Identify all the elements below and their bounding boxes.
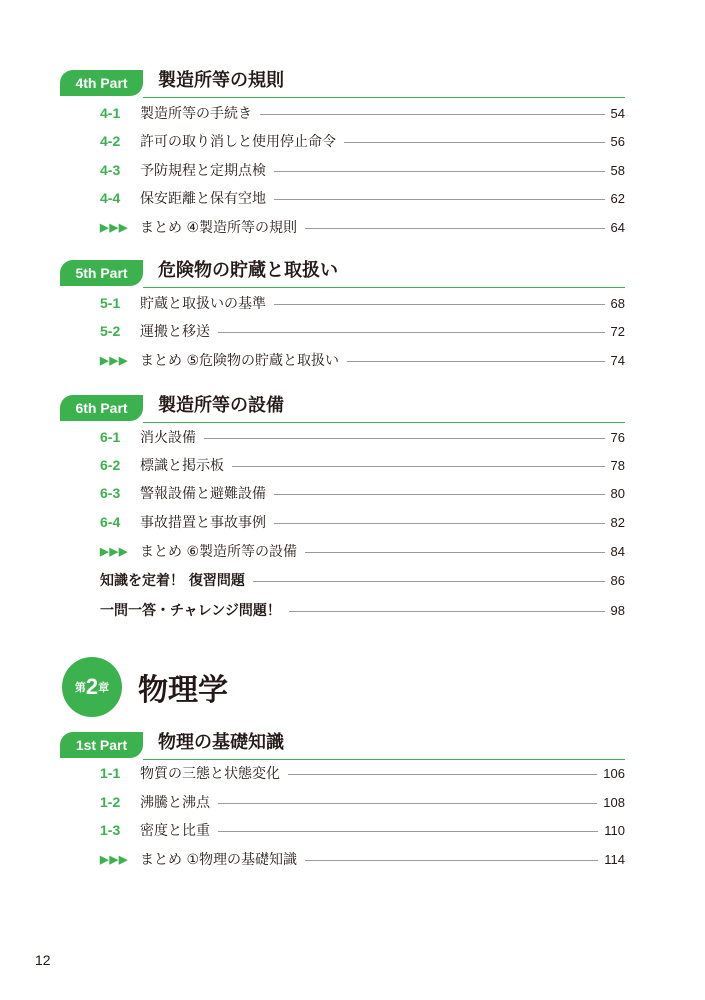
leader-line <box>218 332 605 333</box>
entry-title: 予防規程と定期点検 <box>140 163 266 179</box>
leader-line <box>288 774 597 775</box>
leader-line <box>274 199 605 200</box>
entry-title: 製造所等の手続き <box>140 106 252 122</box>
entry-number: 6-2 <box>100 457 121 473</box>
entry-number: 4-3 <box>100 162 121 178</box>
entry-title: 事故措置と事故事例 <box>140 515 266 531</box>
entry-title: 一問一答・チャレンジ問題！ <box>100 603 281 619</box>
toc-entry[interactable] <box>100 188 625 208</box>
part-title: 製造所等の規則 <box>158 70 284 91</box>
entry-title: 許可の取り消しと使用停止命令 <box>140 134 336 150</box>
leader-line <box>218 831 598 832</box>
toc-challenge-entry[interactable] <box>100 600 625 620</box>
entry-number: 6-4 <box>100 514 121 530</box>
entry-title: 標識と掲示板 <box>140 458 224 474</box>
toc-entry[interactable] <box>100 455 625 475</box>
entry-number: 5-2 <box>100 323 121 339</box>
part-header-4 <box>60 70 625 96</box>
leader-line <box>344 142 605 143</box>
triple-arrow-icon: ▶▶▶ <box>100 853 129 866</box>
entry-title: 消火設備 <box>140 430 196 446</box>
entry-page: 62 <box>610 190 625 206</box>
part-underline <box>143 759 625 760</box>
entry-title: 保安距離と保有空地 <box>140 191 266 207</box>
toc-entry[interactable] <box>100 293 625 313</box>
entry-number: 1-3 <box>100 822 121 838</box>
toc-entry[interactable] <box>100 792 625 812</box>
part-badge: 1st Part <box>60 732 143 758</box>
entry-page: 110 <box>604 822 625 838</box>
entry-title: 知識を定着！ 復習問題 <box>100 573 245 589</box>
part-underline <box>143 97 625 98</box>
entry-title: まとめ ①物理の基礎知識 <box>140 852 298 868</box>
entry-title: まとめ ④製造所等の規則 <box>140 220 298 236</box>
leader-line <box>289 611 605 612</box>
triple-arrow-icon: ▶▶▶ <box>100 545 129 558</box>
leader-line <box>204 438 605 439</box>
entry-page: 76 <box>610 429 625 445</box>
part-header-6 <box>60 395 625 421</box>
toc-entry[interactable] <box>100 763 625 783</box>
part-title: 危険物の貯蔵と取扱い <box>158 260 338 281</box>
leader-line <box>305 228 605 229</box>
entry-number: 1-2 <box>100 794 121 810</box>
toc-entry[interactable] <box>100 512 625 532</box>
entry-number: 1-1 <box>100 765 121 781</box>
toc-entry[interactable] <box>100 483 625 503</box>
part-badge: 5th Part <box>60 260 143 286</box>
chapter-number: 2 <box>85 674 99 699</box>
entry-number: 4-4 <box>100 190 121 206</box>
leader-line <box>347 361 605 362</box>
entry-page: 80 <box>610 485 625 501</box>
leader-line <box>305 860 598 861</box>
leader-line <box>218 803 597 804</box>
entry-title: 警報設備と避難設備 <box>140 486 266 502</box>
part-badge: 4th Part <box>60 70 143 96</box>
toc-entry[interactable] <box>100 160 625 180</box>
part-underline <box>143 422 625 423</box>
chapter-title: 物理学 <box>138 673 228 708</box>
entry-number: 5-1 <box>100 295 121 311</box>
entry-title: 物質の三態と状態変化 <box>140 766 280 782</box>
entry-title: まとめ ⑥製造所等の設備 <box>140 544 298 560</box>
entry-page: 108 <box>603 794 625 810</box>
entry-title: 貯蔵と取扱いの基準 <box>140 296 266 312</box>
part-badge: 6th Part <box>60 395 143 421</box>
leader-line <box>232 466 605 467</box>
toc-summary-entry[interactable] <box>100 217 625 237</box>
leader-line <box>274 304 605 305</box>
entry-number: 6-3 <box>100 485 121 501</box>
triple-arrow-icon: ▶▶▶ <box>100 221 129 234</box>
toc-entry[interactable] <box>100 103 625 123</box>
entry-page: 114 <box>604 851 625 867</box>
entry-page: 58 <box>610 162 625 178</box>
entry-page: 86 <box>610 572 625 588</box>
leader-line <box>260 114 605 115</box>
entry-title: 運搬と移送 <box>140 324 210 340</box>
entry-page: 72 <box>610 323 625 339</box>
toc-entry[interactable] <box>100 427 625 447</box>
entry-page: 82 <box>610 514 625 530</box>
part-title: 物理の基礎知識 <box>158 732 284 753</box>
leader-line <box>253 581 605 582</box>
entry-page: 64 <box>610 219 625 235</box>
entry-page: 56 <box>610 133 625 149</box>
triple-arrow-icon: ▶▶▶ <box>100 354 129 367</box>
entry-page: 98 <box>610 602 625 618</box>
entry-title: 密度と比重 <box>140 823 210 839</box>
toc-summary-entry[interactable] <box>100 849 625 869</box>
entry-page: 68 <box>610 295 625 311</box>
part-title: 製造所等の設備 <box>158 395 284 416</box>
part-underline <box>143 287 625 288</box>
leader-line <box>274 523 605 524</box>
entry-number: 6-1 <box>100 429 121 445</box>
toc-summary-entry[interactable] <box>100 541 625 561</box>
entry-number: 4-2 <box>100 133 121 149</box>
entry-title: まとめ ⑤危険物の貯蔵と取扱い <box>140 353 340 369</box>
entry-page: 54 <box>610 105 625 121</box>
entry-page: 78 <box>610 457 625 473</box>
chapter-prefix: 第 <box>74 681 86 694</box>
part-header-5 <box>60 260 625 286</box>
entry-page: 74 <box>610 352 625 368</box>
leader-line <box>274 494 605 495</box>
leader-line <box>305 552 605 553</box>
page-number: 12 <box>35 952 51 968</box>
part-header-1 <box>60 732 625 758</box>
toc-review-entry[interactable] <box>100 570 625 590</box>
toc-entry[interactable] <box>100 321 625 341</box>
toc-summary-entry[interactable] <box>100 350 625 370</box>
chapter-badge <box>62 657 122 717</box>
chapter-suffix: 章 <box>98 681 110 694</box>
entry-number: 4-1 <box>100 105 121 121</box>
toc-entry[interactable] <box>100 820 625 840</box>
entry-page: 84 <box>610 543 625 559</box>
toc-entry[interactable] <box>100 131 625 151</box>
entry-page: 106 <box>603 765 625 781</box>
chapter-heading <box>62 657 362 717</box>
leader-line <box>274 171 605 172</box>
entry-title: 沸騰と沸点 <box>140 795 210 811</box>
